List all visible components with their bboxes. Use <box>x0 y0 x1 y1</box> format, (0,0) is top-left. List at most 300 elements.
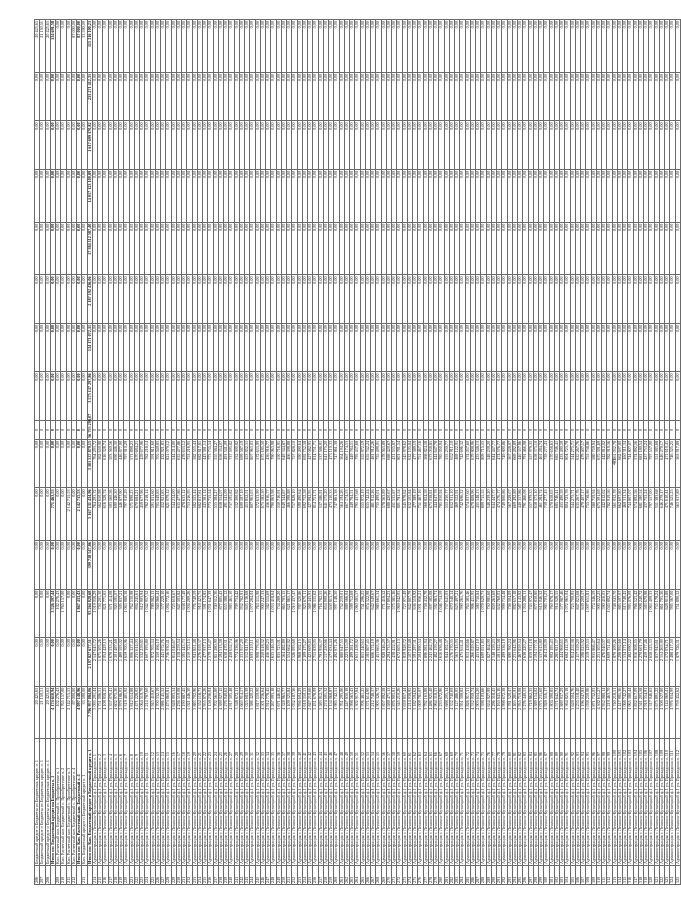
table-cell: 0,00 <box>607 275 612 324</box>
table-cell: 0 <box>644 420 649 439</box>
table-cell: 0,00 <box>423 222 428 275</box>
table-cell: 0,00 <box>77 275 82 324</box>
table-cell: 0,00 <box>659 541 664 590</box>
table-cell: 0,00 <box>507 541 512 590</box>
table-cell: 0,00 <box>287 323 292 372</box>
table-cell: 0,00 <box>460 541 465 590</box>
table-cell: 3 945 410,67 <box>150 686 155 739</box>
table-cell: 1 879 726,31 <box>675 638 680 687</box>
table-cell: 0,00 <box>418 20 423 73</box>
table-cell: 557 979,35 <box>528 488 533 541</box>
table-cell: 0,00 <box>565 372 570 421</box>
table-cell: 3 182 594,62 <box>413 686 418 739</box>
table-cell: 0,00 <box>166 372 171 421</box>
table-cell: 0 <box>140 420 145 439</box>
table-cell: 0,00 <box>428 275 433 324</box>
table-cell: 0,00 <box>392 20 397 73</box>
table-cell: 0,00 <box>654 20 659 73</box>
table-cell: 0,00 <box>502 323 507 372</box>
table-cell: 0,00 <box>134 121 139 170</box>
table-cell: 0,00 <box>649 372 654 421</box>
table-cell: 0,00 <box>318 372 323 421</box>
table-cell: 0,00 <box>134 275 139 324</box>
table-cell: 3 781 520,47 <box>507 686 512 739</box>
table-cell: 0,00 <box>528 323 533 372</box>
table-cell: 0,00 <box>544 20 549 73</box>
table-cell: 0,00 <box>297 72 302 121</box>
table-cell: 0,00 <box>82 222 87 275</box>
table-cell: 0,00 <box>423 169 428 222</box>
table-cell: 764 293,72 <box>92 439 97 488</box>
table-cell: 0,00 <box>591 169 596 222</box>
table-cell: 0,00 <box>407 323 412 372</box>
table-cell: 0,00 <box>612 169 617 222</box>
table-cell: 2 609 731,85 <box>607 638 612 687</box>
table-cell: Администрация г. Ленинск-Кузнецкий ф.1 ул. Приладина о. 26 <box>224 739 229 866</box>
table-cell: 0,00 <box>371 372 376 421</box>
table-cell: Администрация г. Ленинск-Кузнецкий ф.1 ул. Приладина о. 53 <box>365 739 370 866</box>
table-cell: 3 068 742,27 <box>623 686 628 739</box>
table-cell: 644 447,77 <box>491 439 496 488</box>
table-cell: Итого по: Кап. Расчетный кап. Бюджетный о. 4 <box>77 739 82 866</box>
table-cell: 0,00 <box>108 541 113 590</box>
table-cell: 0,00 <box>344 222 349 275</box>
table-cell: 0,00 <box>413 323 418 372</box>
table-cell: 3 301 537 879,15 <box>87 439 92 488</box>
table-cell: 491 541,09 <box>224 439 229 488</box>
table-cell: 0,00 <box>260 72 265 121</box>
table-cell: 0 <box>381 420 386 439</box>
table-cell: 0,00 <box>108 323 113 372</box>
table-cell: 0,00 <box>476 72 481 121</box>
table-cell: Администрация г. Ленинск-Кузнецкий ф.1 ул. Приладина о. 52 <box>360 739 365 866</box>
table-cell: 3 196 047,83 <box>581 686 586 739</box>
table-cell: 571 898,23 <box>129 439 134 488</box>
table-cell: Администрация г. Ленинск-Кузнецкий ф.1 ул. Приладина о. 75 <box>481 739 486 866</box>
table-cell: 491 541,09 <box>224 488 229 541</box>
table-cell: 0,00 <box>360 169 365 222</box>
table-cell: 274 <box>407 866 412 885</box>
table-cell: 705 049,83 <box>155 439 160 488</box>
table-cell: 0,00 <box>607 323 612 372</box>
table-cell: 0 <box>113 420 118 439</box>
table-cell: 569 443,93 <box>308 589 313 638</box>
table-cell: 0 <box>297 420 302 439</box>
table-cell: 0,00 <box>344 169 349 222</box>
table-cell: 0,00 <box>434 222 439 275</box>
table-cell: 0,00 <box>35 372 40 421</box>
table-cell: 932 782,91 <box>239 589 244 638</box>
table-cell: 742 696,32 <box>460 439 465 488</box>
table-cell: 0,00 <box>161 121 166 170</box>
table-cell: 0,00 <box>161 72 166 121</box>
table-cell: 0,00 <box>334 275 339 324</box>
table-cell: 0,00 <box>182 222 187 275</box>
table-cell: Администрация г. Ленинск-Кузнецкий ф.1 ул. Приладина о. 50 <box>350 739 355 866</box>
table-cell: 0,00 <box>570 222 575 275</box>
table-cell: 5 319 401,92 <box>124 686 129 739</box>
table-cell: 0,00 <box>476 222 481 275</box>
table-cell: 0 <box>549 420 554 439</box>
table-cell: 0,00 <box>507 72 512 121</box>
table-cell: 444 647,78 <box>434 488 439 541</box>
table-cell: 0,00 <box>203 20 208 73</box>
table-cell: 0,00 <box>539 275 544 324</box>
table-cell: 0,00 <box>266 121 271 170</box>
table-cell: 5 158 236,94 <box>208 686 213 739</box>
table-cell: 0,00 <box>512 20 517 73</box>
table-cell: 0,00 <box>449 541 454 590</box>
table-cell: 3 675 891,22 <box>654 686 659 739</box>
table-cell: 0,00 <box>208 20 213 73</box>
table-cell: 0,00 <box>644 169 649 222</box>
table-cell: 4 663 914,57 <box>239 686 244 739</box>
table-cell: 0,00 <box>66 541 71 590</box>
table-cell: 0,00 <box>502 20 507 73</box>
table-cell: 0,00 <box>602 72 607 121</box>
table-cell: 0,00 <box>554 323 559 372</box>
table-cell: 690 446,30 <box>113 439 118 488</box>
table-cell: 0 <box>554 420 559 439</box>
table-cell: 0 <box>98 420 103 439</box>
table-cell: 1 043 892,74 <box>607 589 612 638</box>
table-cell: 246 <box>260 866 265 885</box>
table-cell: 0,00 <box>407 541 412 590</box>
table-cell: 1 880 647,53 <box>339 638 344 687</box>
table-cell: 574 037,60 <box>465 439 470 488</box>
table-cell: 3 702 561,80 <box>213 686 218 739</box>
table-cell: 0 <box>607 420 612 439</box>
table-cell: 287 <box>476 866 481 885</box>
table-cell: 0 <box>45 420 50 439</box>
table-cell: 1 534 371,14 <box>623 638 628 687</box>
table-cell: 0,00 <box>581 121 586 170</box>
table-cell: 0,00 <box>607 372 612 421</box>
table-cell: 0,00 <box>444 275 449 324</box>
table-cell: 3 144 069,41 <box>665 686 670 739</box>
table-cell: 1 591 297,31 <box>413 638 418 687</box>
table-cell: 0,00 <box>103 169 108 222</box>
table-cell: 797 557,00 <box>649 488 654 541</box>
table-cell: 865 793,15 <box>281 589 286 638</box>
table-cell: 0,00 <box>250 275 255 324</box>
table-cell: 0,00 <box>371 541 376 590</box>
table-cell: 0 <box>528 420 533 439</box>
table-cell: Администрация г. Ленинск-Кузнецкий ф.1 ул. Приладина о. 12 <box>150 739 155 866</box>
table-cell: 0,00 <box>512 541 517 590</box>
table-cell: 1 972 705,34 <box>150 638 155 687</box>
table-cell: 0,00 <box>675 541 680 590</box>
table-cell: 0,00 <box>612 541 617 590</box>
table-cell: 0,00 <box>171 20 176 73</box>
table-cell: 1 010 437,47 <box>292 589 297 638</box>
table-cell: 0,00 <box>166 323 171 372</box>
table-cell: 0,00 <box>544 222 549 275</box>
table-cell: 263 <box>350 866 355 885</box>
table-cell: 0,00 <box>665 121 670 170</box>
table-cell: 797 910,29 <box>124 488 129 541</box>
table-cell: 746 525,25 <box>670 439 675 488</box>
table-cell: 0,00 <box>360 222 365 275</box>
table-cell: Администрация г. Ленинск-Кузнецкий ф.1 ул. Приладина о. 59 <box>397 739 402 866</box>
table-cell: 0,00 <box>628 72 633 121</box>
table-cell: 0,00 <box>271 372 276 421</box>
table-cell: 5 219 463,70 <box>607 686 612 739</box>
table-cell: 1 489 593,02 <box>119 638 124 687</box>
table-cell: 0,00 <box>71 439 76 488</box>
table-cell: 0,00 <box>302 323 307 372</box>
table-cell: 555 972,19 <box>360 439 365 488</box>
table-cell: Администрация г. Ленинск-Кузнецкий ф.1 ул. Приладина о. 112 <box>675 739 680 866</box>
table-cell: 0,00 <box>266 323 271 372</box>
table-cell: 0,00 <box>428 121 433 170</box>
table-cell: 0,00 <box>224 323 229 372</box>
table-cell: 0,00 <box>654 169 659 222</box>
table-cell: 308 <box>586 866 591 885</box>
table-cell: 0,00 <box>449 275 454 324</box>
table-cell: 0,00 <box>260 169 265 222</box>
table-cell: 0,00 <box>176 275 181 324</box>
table-cell: 0,00 <box>134 541 139 590</box>
table-cell: 0,00 <box>402 121 407 170</box>
table-cell: 2 148 159,23 <box>491 638 496 687</box>
table-cell: 0,00 <box>82 169 87 222</box>
table-cell: 0,00 <box>518 121 523 170</box>
table-cell: 4 328 965,77 <box>281 686 286 739</box>
table-cell: 0,00 <box>465 169 470 222</box>
table-cell: 0,00 <box>565 20 570 73</box>
table-cell: 0,00 <box>533 72 538 121</box>
table-cell: 1 902 195,43 <box>549 638 554 687</box>
table-cell: Администрация г. Ленинск-Кузнецкий ф.1 ул. Приладина о. 88 <box>549 739 554 866</box>
table-cell: 289 <box>486 866 491 885</box>
table-cell: 575 381,16 <box>392 589 397 638</box>
table-cell: 0,00 <box>197 72 202 121</box>
table-cell: 0,00 <box>644 72 649 121</box>
table-cell: 249 <box>276 866 281 885</box>
table-cell: 0,00 <box>644 275 649 324</box>
table-cell: 1 499 281,72 <box>350 638 355 687</box>
table-cell: 0,00 <box>297 222 302 275</box>
table-cell: 0 <box>224 420 229 439</box>
table-cell: 842 807,79 <box>407 589 412 638</box>
table-cell: 325 <box>675 866 680 885</box>
table-cell: 0,00 <box>50 323 55 372</box>
table-cell: 0,00 <box>344 275 349 324</box>
table-cell: 251 <box>287 866 292 885</box>
table-cell: 0,00 <box>187 121 192 170</box>
table-cell: 0,00 <box>103 72 108 121</box>
table-cell: 1 451 827,10 <box>476 638 481 687</box>
table-cell: 791 466,08 <box>523 488 528 541</box>
table-cell: 0,00 <box>413 72 418 121</box>
table-cell: 0,00 <box>539 323 544 372</box>
table-cell: 0,00 <box>392 169 397 222</box>
table-cell: 0,00 <box>602 20 607 73</box>
table-cell: 0 <box>465 420 470 439</box>
table-cell: 0,00 <box>260 323 265 372</box>
table-cell: 0,00 <box>413 169 418 222</box>
table-cell: 0 <box>92 420 97 439</box>
table-cell: 0,00 <box>381 372 386 421</box>
table-cell: 0,00 <box>544 275 549 324</box>
table-cell: 4 214 038,95 <box>407 686 412 739</box>
table-cell: 625 497,21 <box>455 589 460 638</box>
table-cell: 0,00 <box>397 275 402 324</box>
table-cell: 0,00 <box>654 222 659 275</box>
table-cell: 0,00 <box>549 372 554 421</box>
table-cell: 1 606 374,19 <box>371 638 376 687</box>
table-cell: 1 678 535,21 <box>108 638 113 687</box>
table-cell: 741 296,25 <box>360 589 365 638</box>
table-cell: 460 311,34 <box>623 439 628 488</box>
table-cell: Администрация г. Ленинск-Кузнецкий ф.1 ул. Приладина о. 58 <box>392 739 397 866</box>
table-cell: 0,00 <box>250 372 255 421</box>
table-cell: 0,00 <box>119 20 124 73</box>
table-cell: 669 492,89 <box>512 439 517 488</box>
table-cell: 134 691,58 <box>50 20 55 73</box>
table-cell: 917 894,23 <box>386 589 391 638</box>
table-cell: 0,00 <box>649 72 654 121</box>
table-cell: 2 208 992,68 <box>617 638 622 687</box>
table-cell: 782 218,14 <box>145 439 150 488</box>
table-cell: 2 142 715,53 <box>66 686 71 739</box>
table-cell: 56 755 298,07 <box>86 413 92 438</box>
table-cell: 0,00 <box>35 638 40 687</box>
table-cell: 0,00 <box>470 72 475 121</box>
table-cell: 0,00 <box>602 222 607 275</box>
table-cell: 0,00 <box>675 169 680 222</box>
table-cell: 5 214 787,60 <box>145 686 150 739</box>
table-cell: 2 142 715,53 <box>77 488 82 541</box>
table-cell: 1 827 464,00 <box>486 638 491 687</box>
table-cell: 0,00 <box>539 72 544 121</box>
table-cell: 0,00 <box>260 541 265 590</box>
table-cell: Администрация г. Ленинск-Кузнецкий ф.1 ул. Приладина о. 83 <box>523 739 528 866</box>
table-cell: 0,00 <box>665 222 670 275</box>
table-cell: 670 684,21 <box>134 439 139 488</box>
table-cell: 0,00 <box>150 222 155 275</box>
table-cell: 0,00 <box>371 169 376 222</box>
table-cell: 0,00 <box>476 275 481 324</box>
table-cell: 0,00 <box>439 169 444 222</box>
table-cell: 87 000,00 <box>71 686 76 739</box>
table-cell: 0,00 <box>203 541 208 590</box>
table-cell: 1 482 159,27 <box>434 638 439 687</box>
table-cell: 0,00 <box>428 372 433 421</box>
table-cell: 0,00 <box>560 372 565 421</box>
table-cell: 771 463,53 <box>50 488 55 541</box>
table-cell: 739 277,43 <box>544 439 549 488</box>
table-cell: 0,00 <box>266 275 271 324</box>
table-cell: 655 742,24 <box>365 439 370 488</box>
table-cell: 214 <box>92 866 97 885</box>
table-cell: 0,00 <box>203 275 208 324</box>
table-cell: 0,00 <box>449 372 454 421</box>
table-cell: 0,00 <box>507 275 512 324</box>
table-cell: 0,00 <box>465 275 470 324</box>
table-cell: 0,00 <box>392 372 397 421</box>
table-cell: 3 792 163,88 <box>423 686 428 739</box>
table-cell: 0,00 <box>266 372 271 421</box>
table-cell: 906 411,95 <box>470 589 475 638</box>
table-cell: 0,00 <box>612 323 617 372</box>
table-cell: 270 <box>386 866 391 885</box>
table-cell: 544 214,00 <box>171 439 176 488</box>
table-cell: 0 <box>313 420 318 439</box>
register-table <box>34 19 681 885</box>
table-cell: 638 177,49 <box>182 589 187 638</box>
table-cell: 923 670,11 <box>302 589 307 638</box>
table-cell: 0 <box>539 420 544 439</box>
table-cell: 0,00 <box>155 323 160 372</box>
table-cell: 652 911,10 <box>449 488 454 541</box>
table-cell: 0,00 <box>638 541 643 590</box>
table-cell: 1 438 452,91 <box>392 638 397 687</box>
table-cell: 432 921,83 <box>161 488 166 541</box>
table-cell: 0,00 <box>302 275 307 324</box>
table-cell: 641 175,20 <box>323 488 328 541</box>
table-cell: 0,00 <box>208 323 213 372</box>
table-cell: 0,00 <box>675 72 680 121</box>
table-cell: 0,00 <box>570 372 575 421</box>
table-cell: 0,00 <box>402 275 407 324</box>
table-cell: 0,00 <box>381 169 386 222</box>
table-cell: 437 753,24 <box>644 439 649 488</box>
table-cell: 675 185,50 <box>260 439 265 488</box>
table-cell: 0,00 <box>612 222 617 275</box>
table-cell: 900 247,33 <box>260 589 265 638</box>
table-cell: 459 677,96 <box>140 488 145 541</box>
table-cell: 0,00 <box>134 222 139 275</box>
table-cell: Администрация г. Ленинск-Кузнецкий ф.1 ул. Приладина о. 17 <box>176 739 181 866</box>
table-cell: 0,00 <box>381 222 386 275</box>
table-cell: 0,00 <box>455 541 460 590</box>
table-cell: 1 443 072,76 <box>161 638 166 687</box>
table-cell: 4 928 516,17 <box>544 686 549 739</box>
table-cell: 0 <box>428 420 433 439</box>
table-cell: 0,00 <box>638 372 643 421</box>
table-cell: 276 <box>418 866 423 885</box>
table-cell: 0,00 <box>287 372 292 421</box>
table-cell: 33 590,00 <box>82 20 87 73</box>
table-cell: 0,00 <box>544 372 549 421</box>
table-cell: 0,00 <box>575 372 580 421</box>
table-cell: 0,00 <box>428 20 433 73</box>
table-cell: 14 017 123 100,89 <box>87 169 92 222</box>
table-cell: 0,00 <box>150 275 155 324</box>
table-cell: 0,00 <box>245 372 250 421</box>
table-cell: 2 270 601,79 <box>638 638 643 687</box>
table-cell: 0,00 <box>92 222 97 275</box>
table-cell: 235 <box>203 866 208 885</box>
table-cell: 0,00 <box>250 323 255 372</box>
table-cell: 0,00 <box>502 222 507 275</box>
table-cell: 550 716,91 <box>276 488 281 541</box>
table-cell: 0 <box>323 420 328 439</box>
table-cell: 0,00 <box>45 638 50 687</box>
table-cell: 290 <box>491 866 496 885</box>
table-cell: 0,00 <box>66 222 71 275</box>
table-cell: 0,00 <box>208 541 213 590</box>
table-cell: 0,00 <box>434 541 439 590</box>
table-cell: 0,00 <box>192 541 197 590</box>
table-cell: 216 <box>103 866 108 885</box>
table-cell: 0,00 <box>171 275 176 324</box>
table-cell: 3 212 748,37 <box>371 686 376 739</box>
table-cell: 804 723,78 <box>565 488 570 541</box>
table-cell: 443 381,14 <box>203 439 208 488</box>
